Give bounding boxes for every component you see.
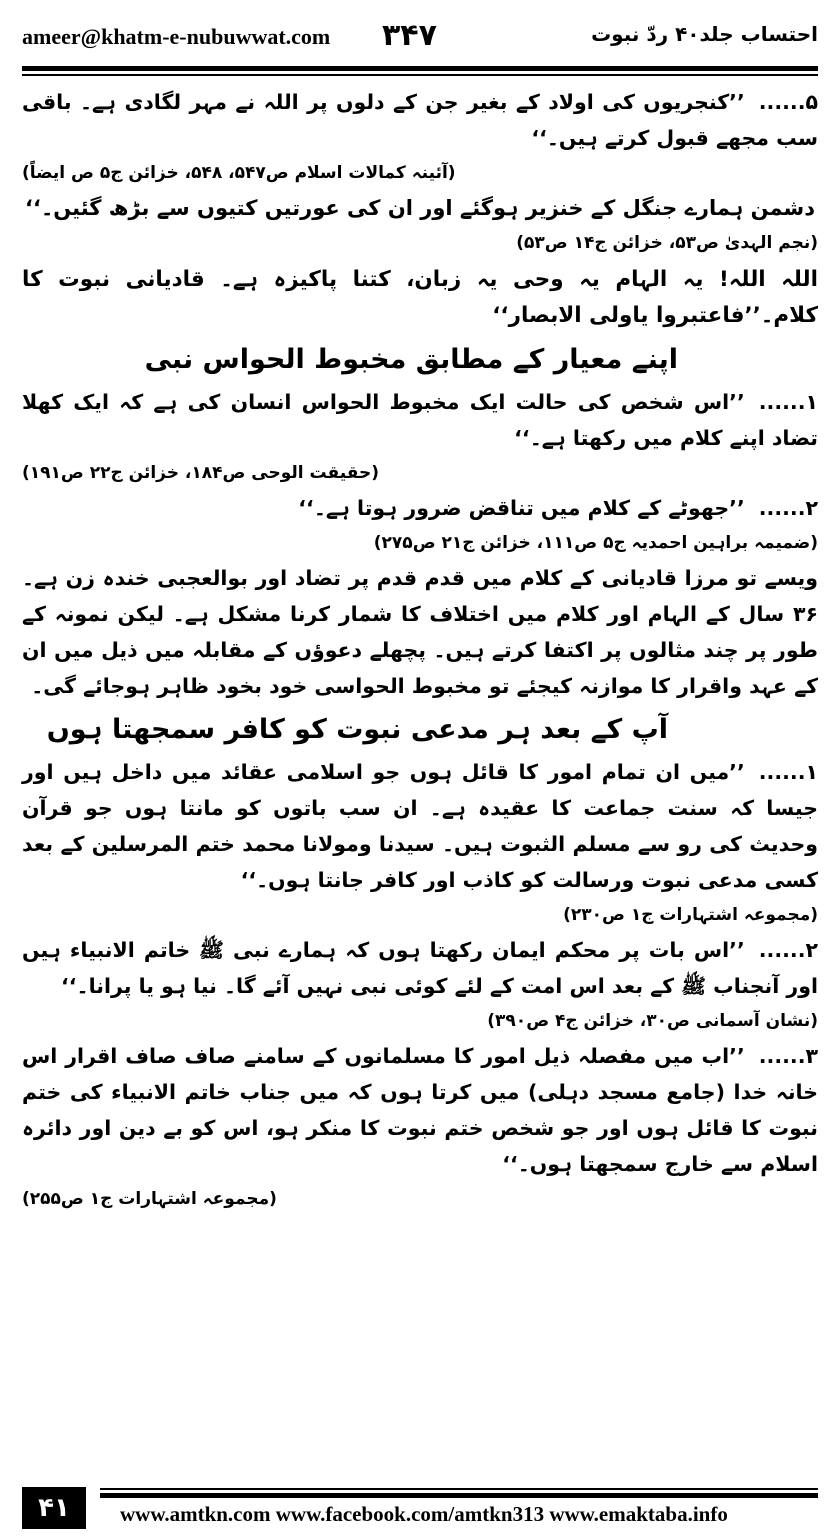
quote-text: ’’اس شخص کی حالت ایک مخبوط الحواس انسان کی ہے کہ ایک کھلا تضاد اپنے کلام میں رکھتا ہے۔‘‘: [22, 390, 818, 450]
item-number: ۲......: [758, 938, 818, 962]
footer-rule-thick: [100, 1493, 818, 1498]
reference: (ضمیمہ براہین احمدیہ ج۵ ص۱۱۱، خزائن ج۲۱ ص۲۷۵): [373, 533, 818, 553]
paragraph-quote: دشمن ہمارے جنگل کے خنزیر ہوگئے اور ان کی عورتیں کتیوں سے بڑھ گئیں۔‘‘: [24, 196, 815, 220]
item-number: ۵......: [758, 90, 818, 114]
paragraph-1: [22, 754, 818, 898]
reference: (حقیقت الوحی ص۱۸۴، خزائن ج۲۲ ص۱۹۱): [22, 463, 379, 483]
reference: (نشان آسمانی ص۳۰، خزائن ج۴ ص۳۹۰): [487, 1011, 818, 1031]
reference: (آئینہ کمالات اسلام ص۵۴۷، ۵۴۸، خزائن ج۵ ص ایضاً): [22, 163, 456, 183]
paragraph-5: [22, 84, 818, 156]
paragraph-3: [22, 1038, 818, 1182]
page-body: [22, 84, 818, 1216]
page-header: [22, 18, 818, 62]
header-page-number: ۳۴۷: [382, 18, 437, 53]
reference: (مجموعہ اشتہارات ج۱ ص۲۳۰): [563, 905, 818, 925]
item-number: ۱......: [758, 390, 818, 414]
quote-text: ’’جھوٹے کے کلام میں تناقض ضرور ہوتا ہے۔‘‘: [298, 496, 745, 520]
footer-rule-thin: [100, 1488, 818, 1490]
item-number: ۲......: [758, 496, 818, 520]
commentary: اللہ اللہ! یہ الہام یہ وحی یہ زبان، کتنا پاکیزہ ہے۔ قادیانی نبوت کا کلام۔’’فاعتبروا یاولی الابصار‘‘: [22, 267, 818, 328]
header-email: ameer@khatm-e-nubuwwat.com: [22, 24, 331, 49]
commentary: ویسے تو مرزا قادیانی کے کلام میں قدم قدم پر تضاد اور بوالعجبی خندہ زن ہے۔ ۳۶ سال کے الہام اور کلام میں اختلاف کا شمار کرنا مشکل ہے۔ لیکن نمونہ کے طور پر چند مثالوں پر اکتفا کرتے ہیں۔ پچھلے دعوؤں کے مقابلہ میں ذیل میں ان کے عہد واقرار کا موازنہ کیجئے تو مخبوط الحواسی خود بخود ظاہر ہوجائے گی۔: [22, 566, 818, 698]
quote-text: ’’اس بات پر محکم ایمان رکھتا ہوں کہ ہمارے نبی ﷺ خاتم الانبیاء ہیں اور آنجناب ﷺ کے بعد اس امت کے لئے کوئی نبی نہیں آئے گا۔ نیا ہو یا پرانا۔‘‘: [22, 938, 818, 998]
item-number: ۳......: [758, 1044, 818, 1068]
item-number: ۱......: [758, 760, 818, 784]
footer-links: www.amtkn.com www.facebook.com/amtkn313 www.emaktaba.info: [120, 1502, 728, 1526]
quote-text: ’’کنجریوں کی اولاد کے بغیر جن کے دلوں پر اللہ نے مہر لگادی ہے۔ باقی سب مجھے قبول کرتے ہیں۔‘‘: [22, 90, 818, 150]
header-rule-thick: [22, 66, 818, 71]
section-heading: آپ کے بعد ہر مدعی نبوت کو کافر سمجھتا ہوں: [46, 714, 668, 745]
header-book-title: احتساب جلد۴۰ ردّ نبوت: [591, 22, 818, 46]
reference: (نجم الہدیٰ ص۵۳، خزائن ج۱۴ ص۵۳): [516, 233, 818, 253]
paragraph-1: [22, 384, 818, 456]
header-rule-thin: [22, 74, 818, 76]
reference: (مجموعہ اشتہارات ج۱ ص۲۵۵): [22, 1189, 277, 1209]
footer-page-box: ۴۱: [22, 1487, 86, 1529]
quote-text: ’’اب میں مفصلہ ذیل امور کا مسلمانوں کے سامنے صاف صاف اقرار اس خانہ خدا (جامع مسجد دہلی) میں کرتا ہوں کہ میں جناب خاتم الانبیاء کی ختم نبوت کا قائل ہوں اور جو شخص ختم نبوت کا منکر ہو، اس کو بے دین اور دائرہ اسلام سے خارج سمجھتا ہوں۔‘‘: [22, 1044, 818, 1176]
paragraph-2: [22, 932, 818, 1004]
paragraph-2: [22, 490, 818, 526]
quote-text: ’’میں ان تمام امور کا قائل ہوں جو اسلامی عقائد میں داخل ہیں اور جیسا کہ سنت جماعت کا عقیدہ ہے۔ ان سب باتوں کو مانتا ہوں جو قرآن وحدیث کی رو سے مسلم الثبوت ہیں۔ سیدنا ومولانا محمد ختم المرسلین کے بعد کسی مدعی نبوت ورسالت کو کاذب اور کافر جانتا ہوں۔‘‘: [22, 760, 818, 892]
section-heading: اپنے معیار کے مطابق مخبوط الحواس نبی: [144, 344, 678, 375]
